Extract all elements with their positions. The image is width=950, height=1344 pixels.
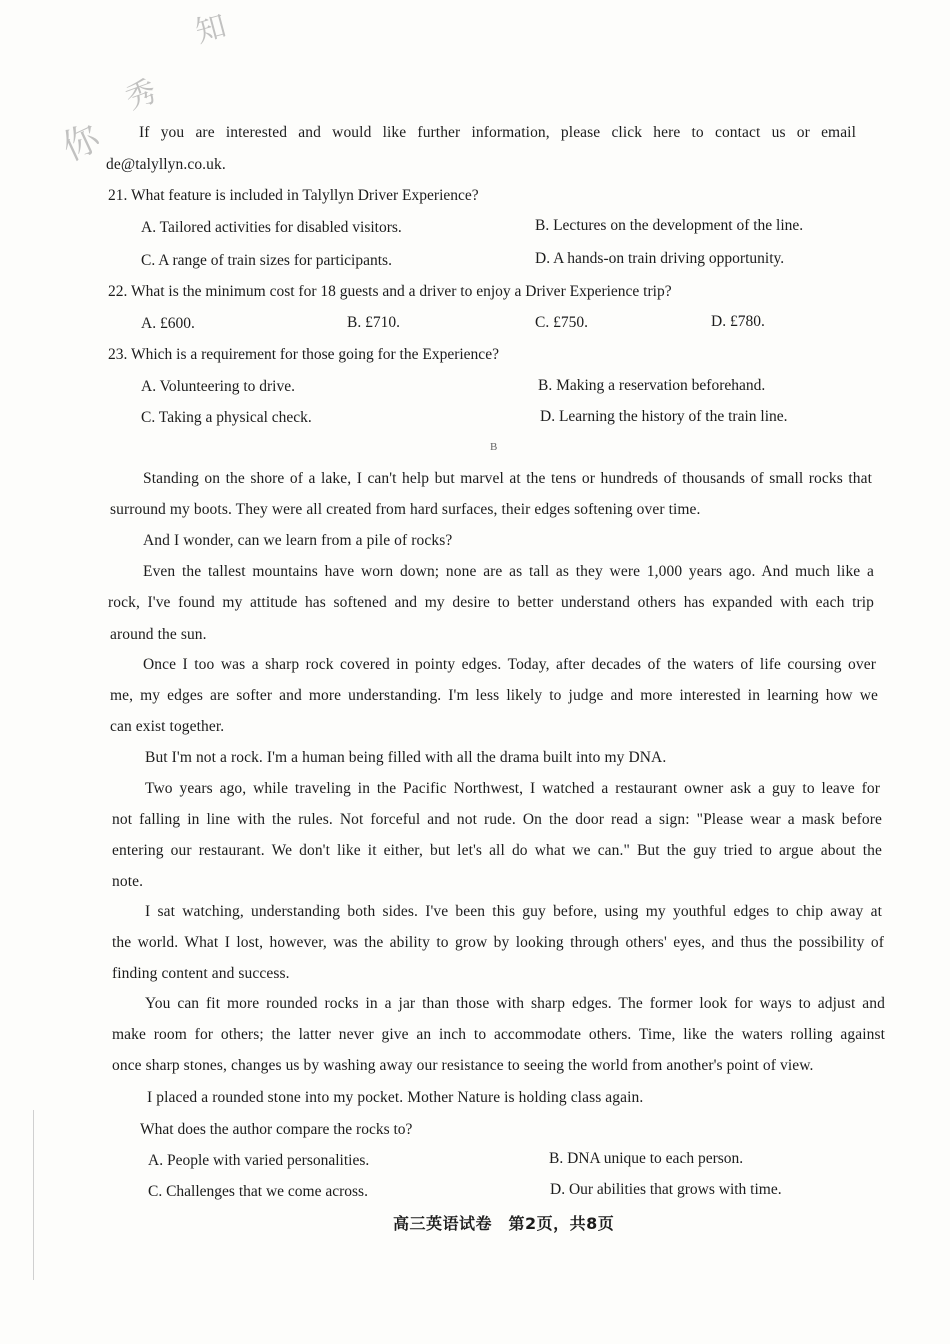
option: A. People with varied personalities.: [148, 1152, 370, 1169]
passage-line: surround my boots. They were all created from hard surfaces, their edges softening over time.: [110, 501, 701, 518]
passage-line: Standing on the shore of a lake, I can't help but marvel at the tens or hundreds of thousands of small rocks that: [143, 470, 872, 487]
passage-line: the world. What I lost, however, was the ability to grow by looking through others' eyes, and thus the possibility of: [112, 934, 884, 951]
intro-email: de@talyllyn.co.uk.: [106, 156, 226, 173]
option: A. Tailored activities for disabled visitors.: [141, 219, 402, 236]
option: B. Making a reservation beforehand.: [538, 377, 766, 394]
question-stem: 21. What feature is included in Talyllyn Driver Experience?: [108, 187, 479, 204]
option: B. £710.: [347, 314, 400, 331]
page-footer: 高三英语试卷 第2页，共8页: [393, 1214, 615, 1233]
option: B. Lectures on the development of the line.: [535, 217, 804, 234]
option: D. Learning the history of the train line.: [540, 408, 788, 425]
handwriting-mark: 知: [191, 8, 230, 51]
option: D. Our abilities that grows with time.: [550, 1181, 782, 1198]
passage-line: But I'm not a rock. I'm a human being filled with all the drama built into my DNA.: [145, 749, 667, 766]
option: A. £600.: [141, 315, 195, 332]
option: C. A range of train sizes for participants.: [141, 252, 392, 269]
passage-line: not falling in line with the rules. Not forceful and not rude. On the door read a sign: "Please wear a mask before: [112, 811, 882, 828]
passage-line: Once I too was a sharp rock covered in pointy edges. Today, after decades of the waters of life coursing over: [143, 656, 876, 673]
passage-line: And I wonder, can we learn from a pile of rocks?: [143, 532, 453, 549]
passage-line: I placed a rounded stone into my pocket. Mother Nature is holding class again.: [147, 1089, 644, 1106]
handwriting-mark: 秀: [121, 73, 162, 117]
question-stem: 22. What is the minimum cost for 18 guests and a driver to enjoy a Driver Experience trip?: [108, 283, 672, 300]
passage-line: rock, I've found my attitude has softened and my desire to better understand others has expanded with each trip: [108, 594, 874, 611]
option: D. £780.: [711, 313, 765, 330]
scan-margin-line: [33, 1110, 34, 1280]
option: B. DNA unique to each person.: [549, 1150, 744, 1167]
option: C. Taking a physical check.: [141, 409, 312, 426]
option: A. Volunteering to drive.: [141, 378, 295, 395]
passage-line: Two years ago, while traveling in the Pacific Northwest, I watched a restaurant owner ask a guy to leave for: [145, 780, 880, 797]
passage-line: can exist together.: [110, 718, 225, 735]
passage-line: entering our restaurant. We don't like it either, but let's all do what we can." But the guy tried to argue about the: [112, 842, 882, 859]
passage-line: note.: [112, 873, 144, 890]
passage-line: I sat watching, understanding both sides. I've been this guy before, using my youthful edges to chip away at: [145, 903, 882, 920]
passage-line: Even the tallest mountains have worn down; none are as tall as they were 1,000 years ago. And much like a: [143, 563, 874, 580]
passage-line: once sharp stones, changes us by washing away our resistance to seeing the world from another's point of view.: [112, 1057, 814, 1074]
question-stem: What does the author compare the rocks to?: [140, 1121, 413, 1138]
option: C. Challenges that we come across.: [148, 1183, 368, 1200]
passage-line: make room for others; the latter never give an inch to accommodate others. Time, like the waters rolling against: [112, 1026, 885, 1043]
passage-line: finding content and success.: [112, 965, 290, 982]
question-stem: 23. Which is a requirement for those going for the Experience?: [108, 346, 499, 363]
section-letter: B: [490, 441, 498, 453]
passage-line: around the sun.: [110, 626, 207, 643]
option: D. A hands-on train driving opportunity.: [535, 250, 785, 267]
intro-line: If you are interested and would like further information, please click here to contact us or email: [139, 124, 856, 141]
handwriting-mark: 你: [56, 117, 107, 170]
option: C. £750.: [535, 314, 588, 331]
passage-line: You can fit more rounded rocks in a jar than those with sharp edges. The former look for ways to adjust and: [145, 995, 885, 1012]
passage-line: me, my edges are softer and more understanding. I'm less likely to judge and more interested in learning how we: [110, 687, 878, 704]
